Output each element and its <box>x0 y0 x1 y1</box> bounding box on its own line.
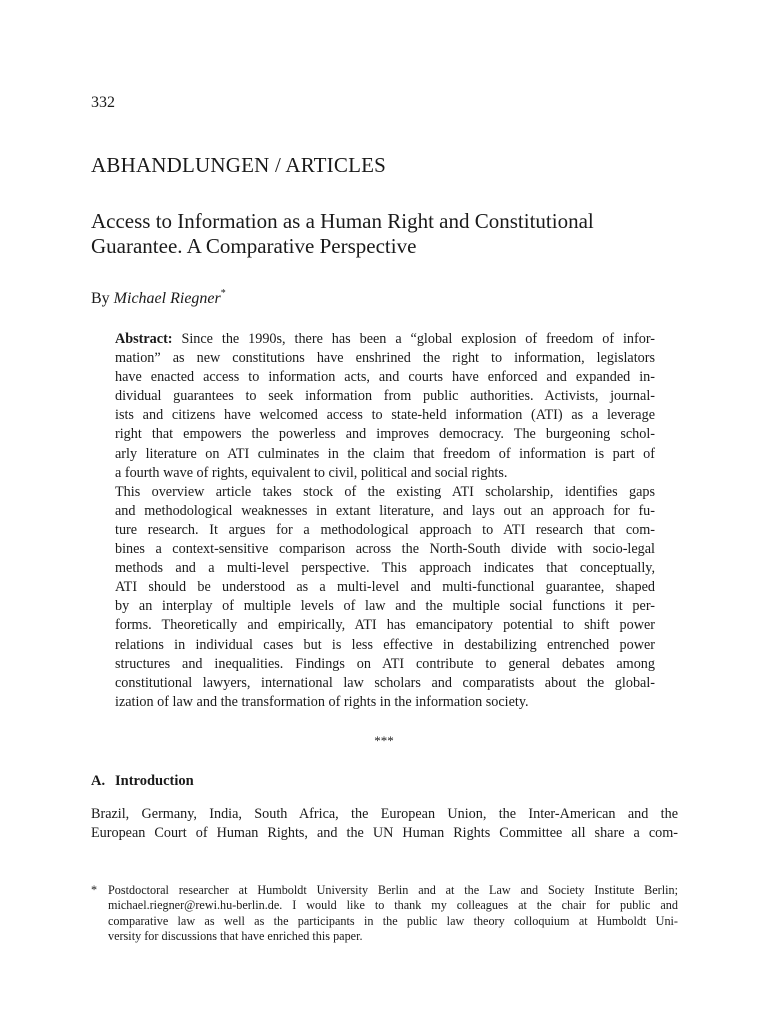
abstract-line: right that empowers the powerless and improves democracy. The burgeoning schol- <box>115 426 655 443</box>
abstract-line: This overview article takes stock of the existing ATI scholarship, identifies gaps <box>115 483 655 500</box>
section-heading <box>91 773 194 790</box>
abstract-line: forms. Theoretically and empirically, ATI has emancipatory potential to shift power <box>115 617 655 634</box>
footnote-line: versity for discussions that have enriched this paper. <box>108 929 363 944</box>
footnote-line: michael.riegner@rewi.hu-berlin.de. I would like to thank my colleagues at the chair for public and <box>108 898 678 913</box>
author-footnote-mark: * <box>220 288 226 299</box>
body-line: Brazil, Germany, India, South Africa, the European Union, the Inter-American and the <box>91 806 678 822</box>
abstract-line <box>115 330 655 349</box>
footnote-body <box>108 883 678 945</box>
section-heading-text: Introduction <box>115 773 194 789</box>
title-line: Access to Information as a Human Right and Constitutional <box>91 209 594 233</box>
abstract-line: ization of law and the transformation of rights in the information society. <box>115 693 529 710</box>
byline <box>91 288 226 308</box>
section-separator: *** <box>374 733 394 748</box>
author-name: Michael Riegner <box>113 290 221 307</box>
abstract-line: methods and a multi-level perspective. This approach indicates that conceptually, <box>115 560 655 577</box>
abstract-line-text: Since the 1990s, there has been a “global explosion of freedom of infor- <box>181 331 655 347</box>
abstract-line: a fourth wave of rights, equivalent to civil, political and social rights. <box>115 464 508 481</box>
abstract <box>115 330 655 712</box>
byline-prefix: By <box>91 290 110 307</box>
abstract-line: ists and citizens have welcomed access to state-held information (ATI) as a leverage <box>115 407 655 424</box>
article-title <box>91 209 691 259</box>
footnote-mark: * <box>91 883 98 897</box>
abstract-label: Abstract: <box>115 331 173 347</box>
abstract-line: arly literature on ATI culminates in the claim that freedom of information is part of <box>115 445 655 462</box>
footnote-line: Postdoctoral researcher at Humboldt University Berlin and at the Law and Society Institute Berlin; <box>108 883 678 897</box>
footnote <box>91 883 678 945</box>
abstract-line: relations in individual cases but is less effective in destabilizing entrenched power <box>115 636 655 653</box>
abstract-line: mation” as new constitutions have enshrined the right to information, legislators <box>115 350 655 367</box>
title-line: Guarantee. A Comparative Perspective <box>91 234 417 258</box>
page-number: 332 <box>91 94 115 111</box>
section-heading-number: A. <box>91 773 106 789</box>
abstract-line: have enacted access to information acts, and courts have enforced and expanded in- <box>115 369 655 386</box>
abstract-paragraph-2 <box>115 483 655 712</box>
abstract-line: constitutional lawyers, international law scholars and comparatists about the global- <box>115 674 655 691</box>
body-line: European Court of Human Rights, and the UN Human Rights Committee all share a com- <box>91 825 678 841</box>
abstract-line: bines a context-sensitive comparison across the North-South divide with socio-legal <box>115 541 655 558</box>
abstract-line: and methodological weaknesses in extant literature, and lays out an approach for fu- <box>115 502 655 519</box>
footnote-line: comparative law as well as the participants in the public law theory colloquium at Humboldt Uni- <box>108 913 678 928</box>
abstract-line: ture research. It argues for a methodological approach to ATI research that com- <box>115 521 655 538</box>
abstract-line: structures and inequalities. Findings on ATI contribute to general debates among <box>115 655 655 672</box>
section-header: ABHANDLUNGEN / ARTICLES <box>91 153 387 177</box>
abstract-line: by an interplay of multiple levels of law and the multiple social functions it per- <box>115 598 655 615</box>
abstract-line: dividual guarantees to seek information from public authorities. Activists, journal- <box>115 388 655 405</box>
body-paragraph <box>91 805 678 843</box>
abstract-line: ATI should be understood as a multi-level and multi-functional guarantee, shaped <box>115 579 655 596</box>
abstract-paragraph-1 <box>115 330 655 483</box>
